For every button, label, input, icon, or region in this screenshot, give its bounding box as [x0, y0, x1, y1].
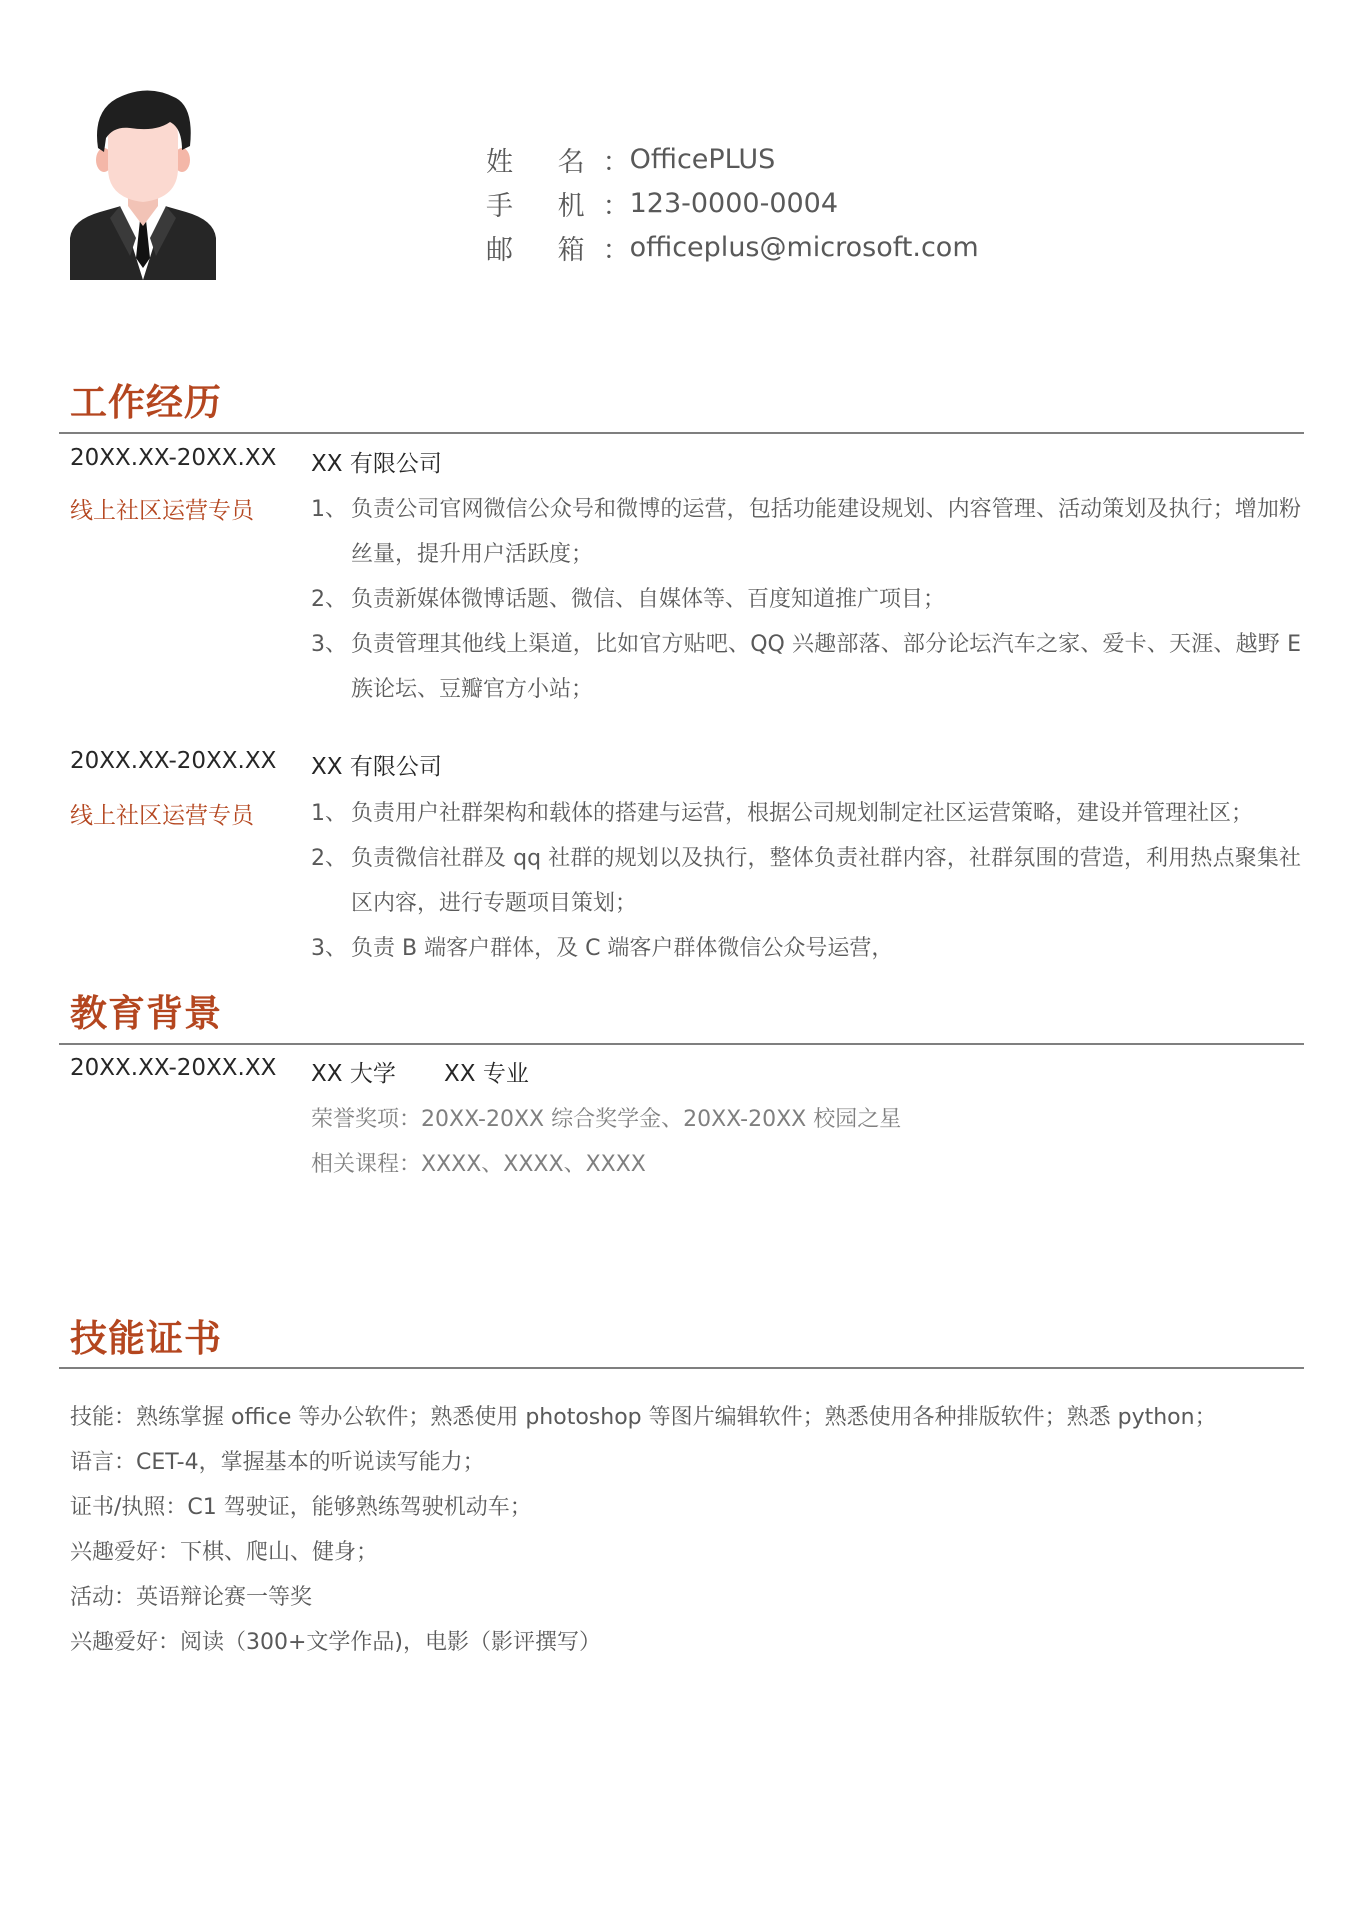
phone-colon: ： [602, 190, 630, 222]
duty-text: 负责新媒体微博话题、微信、自媒体等、百度知道推广项目； [351, 587, 946, 612]
skill-line: 技能：熟练掌握 office 等办公软件；熟悉使用 photoshop 等图片编辑软件；熟悉使用各种排版软件；熟悉 python； [70, 1405, 1217, 1430]
section-title-skills: 技能证书 [70, 1317, 222, 1360]
job-date: 20XX.XX-20XX.XX [70, 748, 277, 774]
duty-item [311, 622, 1301, 712]
section-rule-education [59, 1043, 1304, 1045]
education-major: XX 专业 [444, 1061, 529, 1087]
duty-item [311, 926, 1301, 971]
email-value: officeplus@microsoft.com [629, 231, 979, 263]
duty-number: 3、 [311, 936, 347, 961]
name-colon: ： [602, 146, 630, 178]
email-label: 邮 箱 [486, 234, 603, 266]
section-rule-skills [59, 1367, 1304, 1369]
skill-line: 证书/执照：C1 驾驶证，能够熟练驾驶机动车； [70, 1495, 532, 1520]
duty-text: 负责公司官网微信公众号和微博的运营，包括功能建设规划、内容管理、活动策划及执行；增加粉丝量，提升用户活跃度； [351, 497, 1301, 567]
phone-row [486, 181, 979, 225]
job-role: 线上社区运营专员 [70, 803, 254, 829]
duty-item [311, 577, 1301, 622]
section-rule-work [59, 432, 1304, 434]
email-row [486, 225, 979, 269]
skill-line: 兴趣爱好：下棋、爬山、健身； [70, 1540, 379, 1565]
job-company: XX 有限公司 [311, 754, 442, 780]
avatar [70, 88, 216, 280]
phone-value: 123-0000-0004 [629, 187, 839, 219]
name-label: 姓 名 [486, 146, 603, 178]
name-row [486, 137, 979, 181]
section-title-work: 工作经历 [70, 381, 222, 424]
phone-label: 手 机 [486, 190, 603, 222]
section-title-education: 教育背景 [70, 992, 222, 1035]
job-duties [311, 487, 1301, 712]
education-date: 20XX.XX-20XX.XX [70, 1055, 277, 1081]
duty-number: 2、 [311, 846, 347, 871]
job-company: XX 有限公司 [311, 451, 442, 477]
duty-text: 负责用户社群架构和载体的搭建与运营，根据公司规划制定社区运营策略，建设并管理社区； [351, 801, 1254, 826]
duty-item [311, 487, 1301, 577]
skill-line: 活动：英语辩论赛一等奖 [70, 1585, 313, 1610]
education-courses: 相关课程：XXXX、XXXX、XXXX [311, 1152, 646, 1177]
skill-line: 语言：CET-4，掌握基本的听说读写能力； [70, 1450, 485, 1475]
duty-item [311, 791, 1301, 836]
email-colon: ： [602, 234, 630, 266]
education-honors: 荣誉奖项：20XX-20XX 综合奖学金、20XX-20XX 校园之星 [311, 1107, 902, 1132]
duty-item [311, 836, 1301, 926]
duty-number: 3、 [311, 632, 347, 657]
name-value: OfficePLUS [629, 143, 776, 175]
duty-number: 1、 [311, 801, 347, 826]
job-date: 20XX.XX-20XX.XX [70, 445, 277, 471]
duty-text: 负责 B 端客户群体，及 C 端客户群体微信公众号运营， [351, 936, 894, 961]
duty-text: 负责微信社群及 qq 社群的规划以及执行，整体负责社群内容，社群氛围的营造，利用热点聚集社区内容，进行专题项目策划； [351, 846, 1301, 916]
skill-line: 兴趣爱好：阅读（300+文学作品)，电影（影评撰写） [70, 1630, 602, 1655]
job-duties [311, 791, 1301, 971]
duty-text: 负责管理其他线上渠道，比如官方贴吧、QQ 兴趣部落、部分论坛汽车之家、爱卡、天涯、越野 E 族论坛、豆瓣官方小站； [351, 632, 1301, 702]
education-school: XX 大学 [311, 1061, 396, 1087]
job-role: 线上社区运营专员 [70, 498, 254, 524]
duty-number: 2、 [311, 587, 347, 612]
contact-info [486, 137, 979, 269]
duty-number: 1、 [311, 497, 347, 522]
